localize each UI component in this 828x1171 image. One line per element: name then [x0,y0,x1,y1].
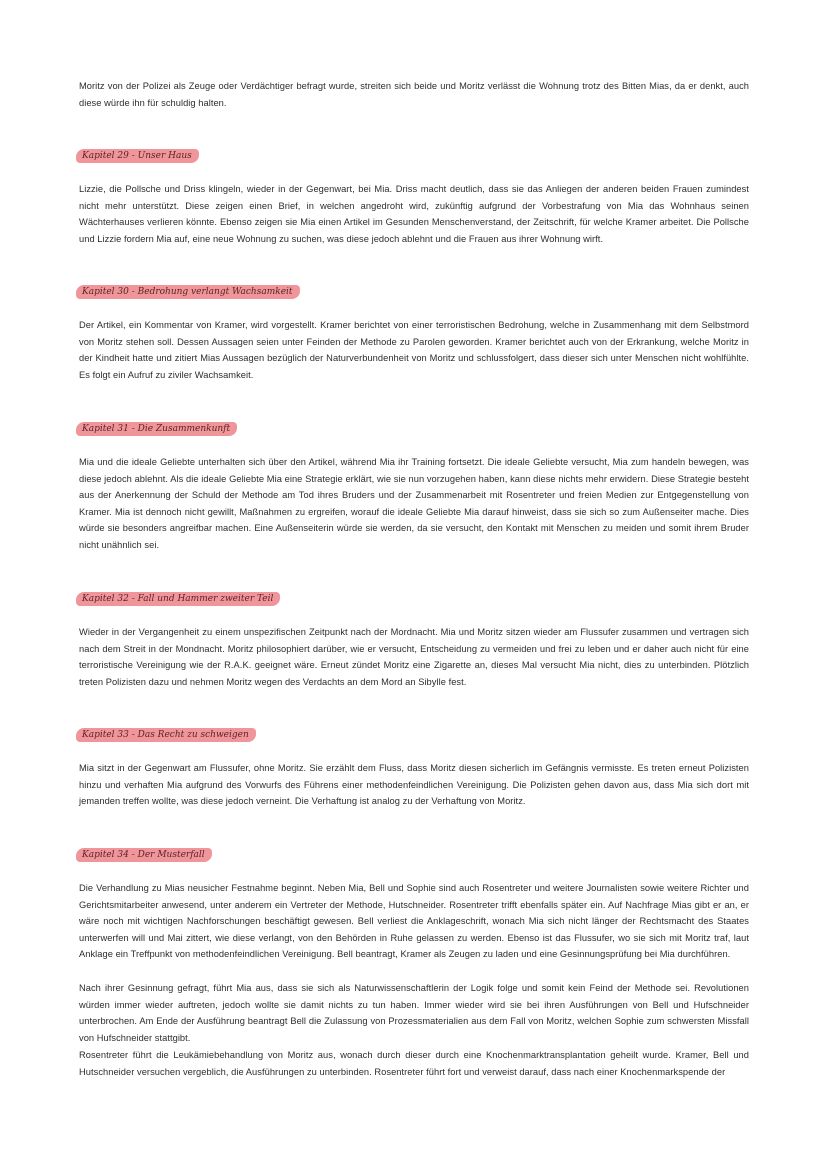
intro-paragraph: Moritz von der Polizei als Zeuge oder Verdächtiger befragt wurde, streiten sich beide und Moritz verlässt die Wohnung trotz des Bitten Mias, da er denkt, auch diese würde ihn für schuldig halten. [79,81,749,108]
chapter-30-heading: Kapitel 30 - Bedrohung verlangt Wachsamkeit [76,285,300,299]
chapter-34-heading: Kapitel 34 - Der Musterfall [76,848,212,862]
chapter-32-paragraph: Wieder in der Vergangenheit zu einem unspezifischen Zeitpunkt nach der Mordnacht. Mia und Moritz sitzen wieder am Flussufer zusammen und vertragen sich nach dem Streit in der Mondnacht. Moritz philosophiert darüber, wie er versucht, Entscheidung zu vermeiden und frei zu leben und er daher auch nicht für eine terroristische Vereinigung wie der R.A.K. geeignet wäre. Erneut zündet Moritz eine Zigarette an, dieses Mal versucht Mia nicht, dies zu unterbinden. Plötzlich treten Polizisten dazu und nehmen Moritz wegen des Verdachts an dem Mord an Sibylle fest. [79,627,749,687]
chapter-32-heading: Kapitel 32 - Fall und Hammer zweiter Teil [76,592,280,606]
chapter-33-heading: Kapitel 33 - Das Recht zu schweigen [76,728,256,742]
chapter-31-paragraph: Mia und die ideale Geliebte unterhalten sich über den Artikel, während Mia ihr Training fortsetzt. Die ideale Geliebte versucht, Mia zum handeln bewegen, was diese jedoch ablehnt. Als die ideale Geliebte Mia eine Strategie erklärt, wie sie nun vorzugehen haben, kann diese nichts mehr erwidern. Diese Strategie besteht aus der Anerkennung der Schuld der Methode am Tod ihres Bruders und der Zusammenarbeit mit Rosentreter und freien Medien zur Entgegenstellung von Kramer. Mia ist dennoch nicht gewillt, Maßnahmen zu ergreifen, worauf die ideale Geliebte Mia darauf hinweist, dass sie sich so zum Außenseiter mache. Dies würde sie besonders angreifbar machen. Eine Außenseiterin würde sie werden, da sie versucht, den Kontakt mit Menschen zu meiden und somit ihrem Bruder nicht unähnlich sei. [79,457,749,550]
chapter-29-paragraph: Lizzie, die Pollsche und Driss klingeln, wieder in der Gegenwart, bei Mia. Driss macht deutlich, dass sie das Anliegen der anderen beiden Frauen zumindest nicht mehr unterstützt. Diese zeigen einen Brief, in welchen angedroht wird, zukünftig aufgrund der Vorbestrafung von Mia das Wohnhaus seinen Wächterhauses verlieren könnte. Ebenso zeigen sie Mia einen Artikel im Gesunden Menschenverstand, der Zeitschrift, für welche Kramer arbeitet. Die Pollsche und Lizzie fordern Mia auf, eine neue Wohnung zu suchen, was diese jedoch ablehnt und die Frauen aus ihrer Wohnung wirft. [79,184,749,244]
chapter-34-paragraph-3: Rosentreter führt die Leukämiebehandlung von Moritz aus, wonach durch dieser durch eine Knochenmarktransplantation geheilt wurde. Kramer, Bell und Hutschneider versuchen vergeblich, die Ausführungen zu unterbinden. Rosentreter führt fort und verweist darauf, dass nach einer Knochenmarkspende der [79,1050,749,1077]
chapter-34-paragraph-2: Nach ihrer Gesinnung gefragt, führt Mia aus, dass sie sich als Naturwissenschaftlerin der Logik folge und somit kein Feind der Methode sei. Revolutionen würden immer wieder auftreten, jedoch wollte sie damit nichts zu tun haben. Immer wieder wird sie bei ihren Ausführungen von Bell und Hufschneider unterbrochen. Am Ende der Ausführung beantragt Bell die Zulassung von Prozessmaterialien aus dem Fall von Moritz, welchen Sophie zum schwersten Missfall von Hufschneider stattgibt. [79,983,749,1043]
chapter-29-heading: Kapitel 29 - Unser Haus [76,149,199,163]
chapter-33-paragraph: Mia sitzt in der Gegenwart am Flussufer, ohne Moritz. Sie erzählt dem Fluss, dass Moritz diesen sicherlich im Gefängnis vermisste. Es treten erneut Polizisten hinzu und verhaften Mia aufgrund des Vorwurfs des Führens einer methodenfeindlichen Vereinigung. Die Polizisten gehen davon aus, dass Mia sich dort mit jemanden treffen wollte, was diese jedoch verneint. Die Verhaftung ist analog zu der Verhaftung von Moritz. [79,763,749,807]
chapter-34-paragraph-1: Die Verhandlung zu Mias neusicher Festnahme beginnt. Neben Mia, Bell und Sophie sind auch Rosentreter und weitere Journalisten sowie weitere Richter und Gerichtsmitarbeiter anwesend, unter anderem ein Vertreter der Methode, Hutschneider. Rosentreter trifft ebenfalls später ein. Auf Nachfrage Mias gibt er an, er wäre noch mit wichtigen Nachforschungen beschäftigt gewesen. Bell verliest die Anklageschrift, wonach Mia sich nicht länger der Rechtsmacht des Staates unterwerfen will und Mai zittert, wie diese verlangt, von den Behörden in Ruhe gelassen zu werden. Ebenso ist das Flussufer, wo sie sich mit Moritz traf, laut Anklage ein Treffpunkt von methodenfeindlichen Vereinigung. Bell beantragt, Kramer als Zeugen zu laden und eine Gesinnungsprüfung bei Mia durchführen. [79,883,749,960]
chapter-31-heading: Kapitel 31 - Die Zusammenkunft [76,422,237,436]
chapter-30-paragraph: Der Artikel, ein Kommentar von Kramer, wird vorgestellt. Kramer berichtet von einer terroristischen Bedrohung, welche in Zusammenhang mit dem Selbstmord von Moritz stehen soll. Dessen Aussagen seien unter Feinden der Methode zu Parolen geworden. Kramer berichtet auch von der Erkrankung, welche Moritz in der Kindheit hatte und zitiert Mias Aussagen bezüglich der Naturverbundenheit von Moritz und schlussfolgert, dass dieser sich unter Menschen nicht wohlfühlte. Es folgt ein Aufruf zu ziviler Wachsamkeit. [79,320,749,380]
